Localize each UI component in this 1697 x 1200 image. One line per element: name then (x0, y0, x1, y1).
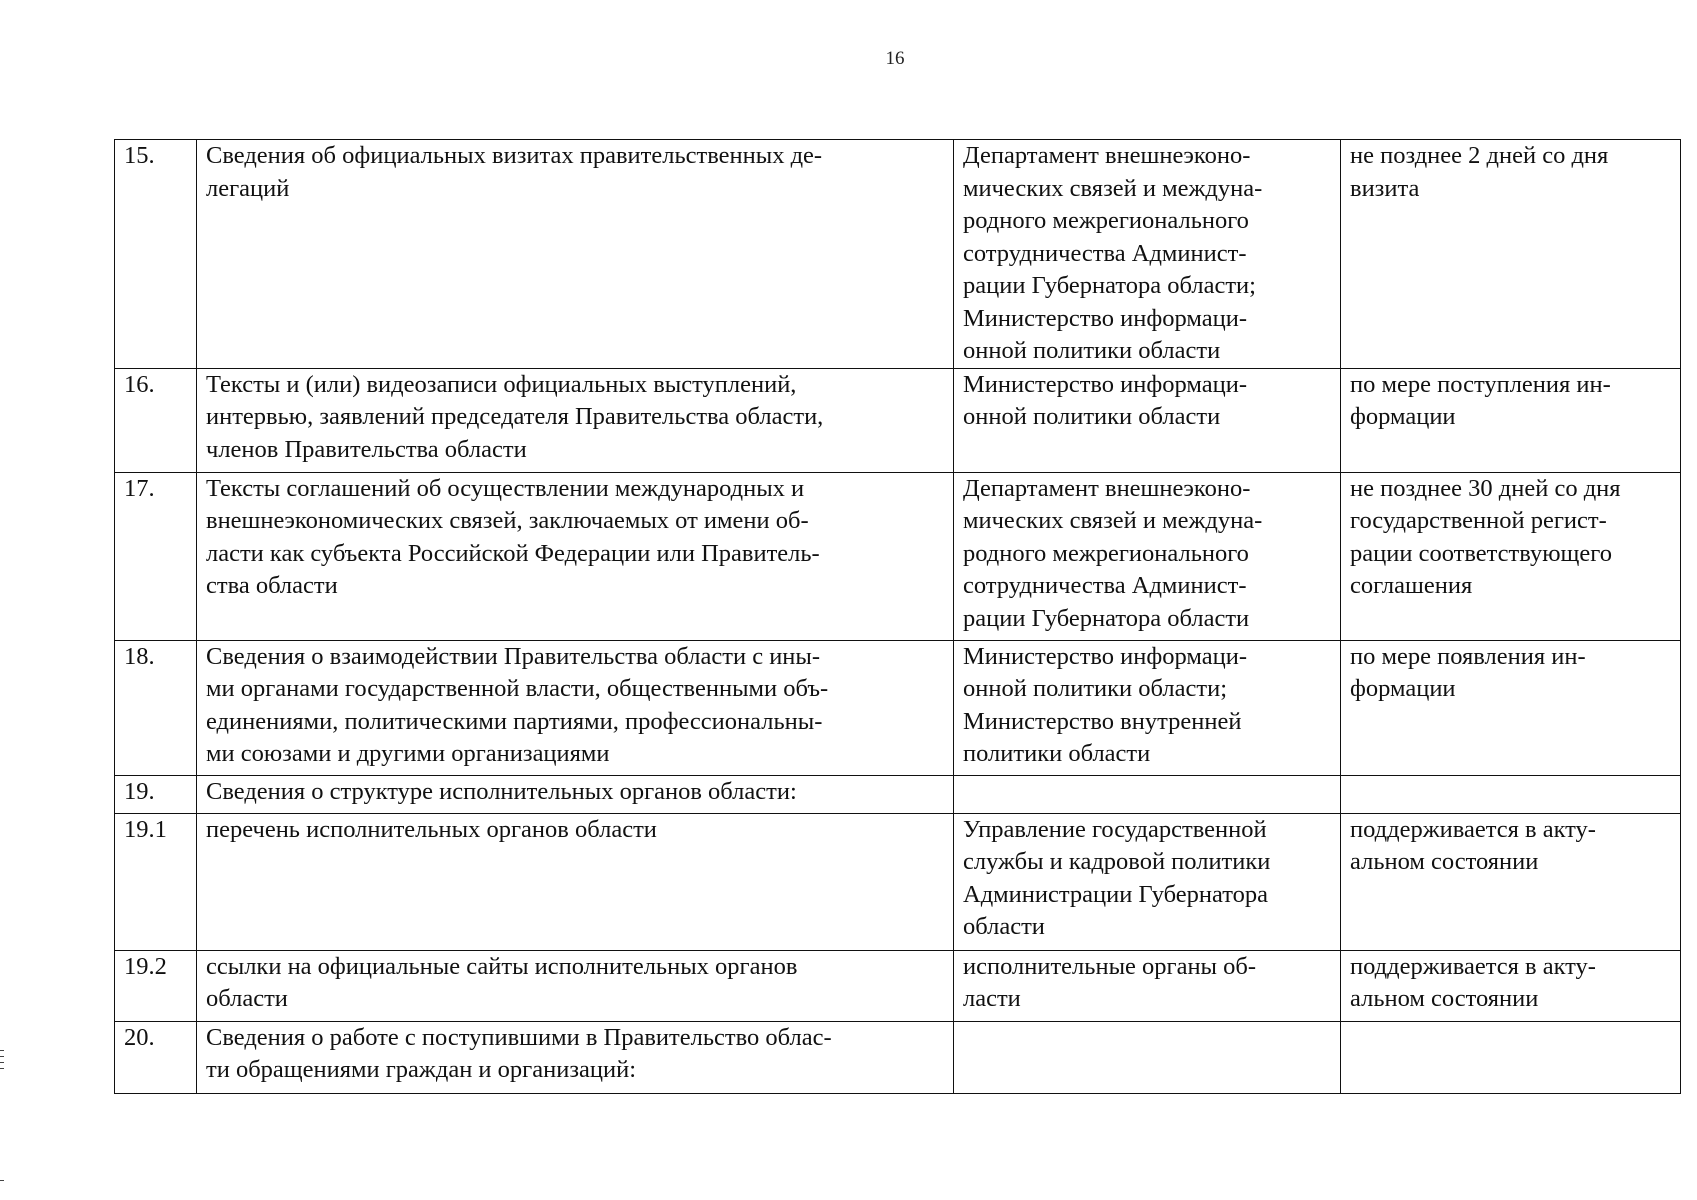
row-description: Тексты соглашений об осуществлении международных и внешнеэкономических связей, заключаемых от имени об- ласти как субъекта Российской Федерации или Правитель- ства области (197, 472, 954, 640)
row-number: 19.1 (115, 813, 197, 950)
row-number: 18. (115, 640, 197, 775)
row-term: по мере появления ин- формации (1341, 640, 1681, 775)
row-number: 17. (115, 472, 197, 640)
row-description: Сведения о структуре исполнительных органов области: (197, 775, 954, 813)
row-term: не позднее 30 дней со дня государственной регист- рации соответствующего соглашения (1341, 472, 1681, 640)
table-row (115, 813, 1681, 950)
table-row (115, 368, 1681, 472)
row-responsible (954, 775, 1341, 813)
table-row (115, 775, 1681, 813)
row-description: Сведения о взаимодействии Правительства области с ины- ми органами государственной власти, общественными объ- единениями, политическими партиями, профессиональны- ми союзами и другими организациями (197, 640, 954, 775)
row-number: 16. (115, 368, 197, 472)
table-row (115, 640, 1681, 775)
row-number: 20. (115, 1021, 197, 1093)
scan-margin-marks (0, 1050, 4, 1074)
row-description: ссылки на официальные сайты исполнительных органов области (197, 950, 954, 1021)
row-description: Сведения об официальных визитах правительственных де- легаций (197, 140, 954, 369)
row-responsible: Департамент внешнеэконо- мических связей и междуна- родного межрегионального сотрудничества Админист- рации Губернатора области; Министерство информаци- онной политики области (954, 140, 1341, 369)
row-description: Сведения о работе с поступившими в Правительство облас- ти обращениями граждан и организаций: (197, 1021, 954, 1093)
row-description: перечень исполнительных органов области (197, 813, 954, 950)
row-responsible: Управление государственной службы и кадровой политики Администрации Губернатора области (954, 813, 1341, 950)
row-term: по мере поступления ин- формации (1341, 368, 1681, 472)
scan-margin-mark (0, 1180, 4, 1181)
row-responsible: Министерство информаци- онной политики области (954, 368, 1341, 472)
table-row (115, 1021, 1681, 1093)
table-row (115, 140, 1681, 369)
row-responsible (954, 1021, 1341, 1093)
row-term (1341, 775, 1681, 813)
information-table (114, 139, 1681, 1094)
table-row (115, 472, 1681, 640)
row-responsible: исполнительные органы об- ласти (954, 950, 1341, 1021)
row-responsible: Министерство информаци- онной политики области; Министерство внутренней политики области (954, 640, 1341, 775)
table-row (115, 950, 1681, 1021)
row-responsible: Департамент внешнеэконо- мических связей и междуна- родного межрегионального сотрудничества Админист- рации Губернатора области (954, 472, 1341, 640)
row-number: 19.2 (115, 950, 197, 1021)
row-description: Тексты и (или) видеозаписи официальных выступлений, интервью, заявлений председателя Правительства области, членов Правительства области (197, 368, 954, 472)
row-number: 19. (115, 775, 197, 813)
row-term: поддерживается в акту- альном состоянии (1341, 813, 1681, 950)
page-number: 16 (885, 48, 905, 69)
row-term (1341, 1021, 1681, 1093)
row-number: 15. (115, 140, 197, 369)
row-term: поддерживается в акту- альном состоянии (1341, 950, 1681, 1021)
row-term: не позднее 2 дней со дня визита (1341, 140, 1681, 369)
